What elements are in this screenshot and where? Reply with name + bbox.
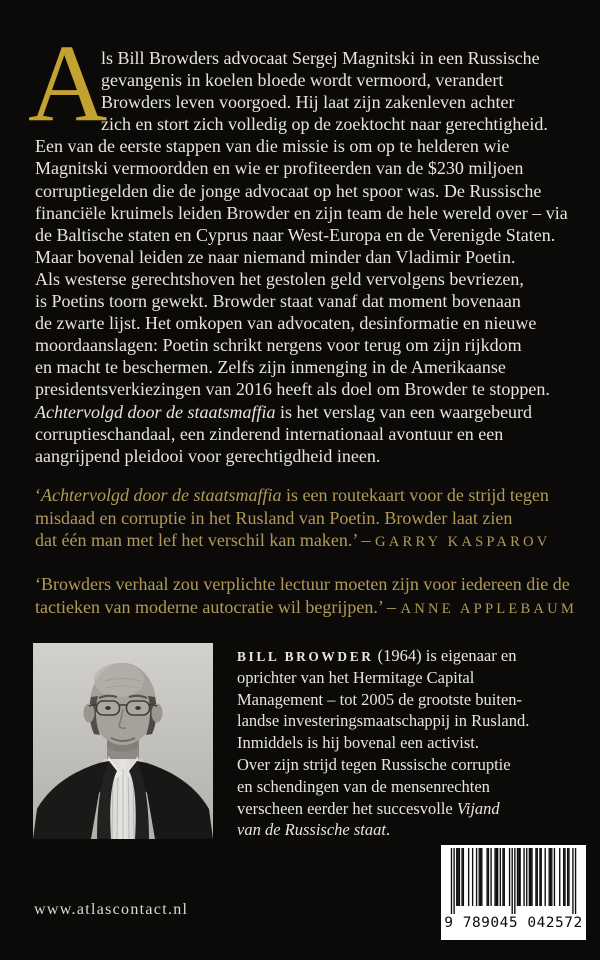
text-segment: misdaad en corruptie in het Rusland van Poetin. Browder laat zien (35, 507, 513, 528)
text-segment: Een van de eerste stappen van die missie is om op te helderen wie (35, 136, 510, 157)
text-segment: de Baltische staten en Cyprus naar West-Europa en de Verenigde Staten. (35, 224, 556, 245)
text-line (35, 180, 580, 202)
synopsis-text (35, 47, 580, 467)
text-segment: ANNE APPLEBAUM (400, 600, 578, 617)
text-line (35, 529, 580, 552)
text-segment: Als westerse gerechtshoven het gestolen geld vervolgens bevriezen, (35, 268, 524, 289)
text-line (35, 202, 580, 224)
text-line (35, 69, 580, 91)
text-line (237, 710, 567, 732)
text-segment: financiële kruimels leiden Browder en zijn team de hele wereld over – via (35, 202, 568, 223)
text-line (35, 290, 580, 312)
text-segment: de zwarte lijst. Het omkopen van advocaten, desinformatie en nieuwe (35, 313, 537, 334)
text-segment: Maar bovenal leiden ze naar niemand minder dan Vladimir Poetin. (35, 246, 516, 267)
text-segment: gevangenis in koelen bloede wordt vermoord, verandert (101, 70, 504, 91)
text-segment: Inmiddels is hij bovenal een activist. (237, 733, 479, 753)
barcode (441, 845, 586, 940)
text-line (35, 113, 580, 135)
text-segment: moordaanslagen: Poetin schrikt nergens voor terug om zijn rijkdom (35, 335, 522, 356)
text-segment: Vijand (456, 798, 500, 818)
author-photo (33, 643, 213, 839)
barcode-number: 9 789045 042572 (444, 915, 583, 931)
text-segment: Browders leven voorgoed. Hij laat zijn zakenleven achter (101, 92, 515, 113)
text-segment: presidentsverkiezingen van 2016 heeft als doel om Browder te stoppen. (35, 379, 550, 400)
text-segment: is Poetins toorn gewekt. Browder staat vanaf dat moment bovenaan (35, 291, 521, 312)
text-segment: corruptieschandaal, een zinderend internationaal avontuur en een (35, 423, 504, 444)
text-segment: Achtervolgd door de staatsmaffia (41, 485, 282, 505)
text-segment: zich en stort zich volledig op de zoektocht naar gerechtigheid. (101, 114, 548, 135)
text-line (35, 484, 580, 507)
text-line (35, 47, 580, 69)
text-segment: ls Bill Browders advocaat Sergej Magnitski in een Russische (101, 48, 540, 68)
portrait-illustration (33, 643, 213, 839)
text-segment: dat één man met lef het verschil kan maken.’ – (35, 530, 376, 551)
text-segment: en schendingen van de mensenrechten (237, 776, 490, 796)
text-line (35, 378, 580, 400)
endorsement-quote-kasparov (35, 484, 580, 552)
text-segment: BILL BROWDER (237, 649, 374, 664)
text-line (35, 312, 580, 334)
eye-left (105, 706, 111, 710)
text-segment: is het verslag van een waargebeurd (275, 401, 533, 422)
text-line (35, 356, 580, 378)
text-segment: oprichter van het Hermitage Capital (237, 667, 475, 687)
text-line (35, 135, 580, 157)
text-line (35, 224, 580, 246)
text-segment: Management – tot 2005 de grootste buiten- (237, 689, 523, 709)
text-segment: Magnitski vermoordden en wie er profiteerden van de $230 miljoen (35, 158, 524, 179)
text-segment: van de Russische staat (237, 820, 386, 840)
text-line (35, 91, 580, 113)
text-segment: (1964) is eigenaar en (373, 646, 517, 665)
text-segment: is een routekaart voor de strijd tegen (281, 485, 549, 505)
text-segment: tactieken van moderne autocratie wil begrijpen.’ – (35, 596, 401, 617)
text-segment: ‘Browders verhaal zou verplichte lectuur moeten zijn voor iedereen die de (35, 574, 570, 594)
text-line (35, 157, 580, 179)
text-segment: Over zijn strijd tegen Russische corruptie (237, 754, 511, 774)
dropcap-letter: A (28, 22, 108, 144)
text-line (237, 754, 567, 776)
endorsement-quote-applebaum (35, 573, 580, 618)
text-line (237, 798, 567, 820)
text-line (35, 246, 580, 268)
eye-right (135, 706, 141, 710)
text-line (35, 268, 580, 290)
text-segment: corruptiegelden die de jonge advocaat op het spoor was. De Russische (35, 180, 542, 201)
text-line (35, 334, 580, 356)
text-line (35, 423, 580, 445)
text-segment: landse investeringsmaatschappij in Rusland. (237, 711, 530, 731)
publisher-website: www.atlascontact.nl (34, 901, 189, 918)
text-line (35, 401, 580, 423)
text-segment: . (385, 820, 391, 840)
text-line (237, 689, 567, 711)
text-line (35, 445, 580, 467)
ear-left (84, 704, 95, 723)
text-segment: verscheen eerder het succesvolle (237, 798, 457, 818)
text-segment: GARRY KASPAROV (375, 534, 551, 551)
text-segment: en macht te beschermen. Zelfs zijn inmenging in de Amerikaanse (35, 357, 506, 378)
text-line (237, 645, 567, 667)
text-segment: aangrijpend pleidooi voor gerechtigdheid ineen. (35, 445, 381, 466)
text-line (35, 573, 580, 596)
text-segment: Achtervolgd door de staatsmaffia (35, 401, 276, 422)
text-line (35, 596, 580, 619)
text-line (237, 776, 567, 798)
ear-right (152, 704, 163, 723)
text-line (35, 507, 580, 530)
text-segment: ‘ (35, 485, 41, 505)
text-line (237, 819, 567, 841)
barcode-bars (450, 848, 577, 914)
author-bio-text (237, 645, 567, 841)
text-line (237, 732, 567, 754)
text-line (237, 667, 567, 689)
